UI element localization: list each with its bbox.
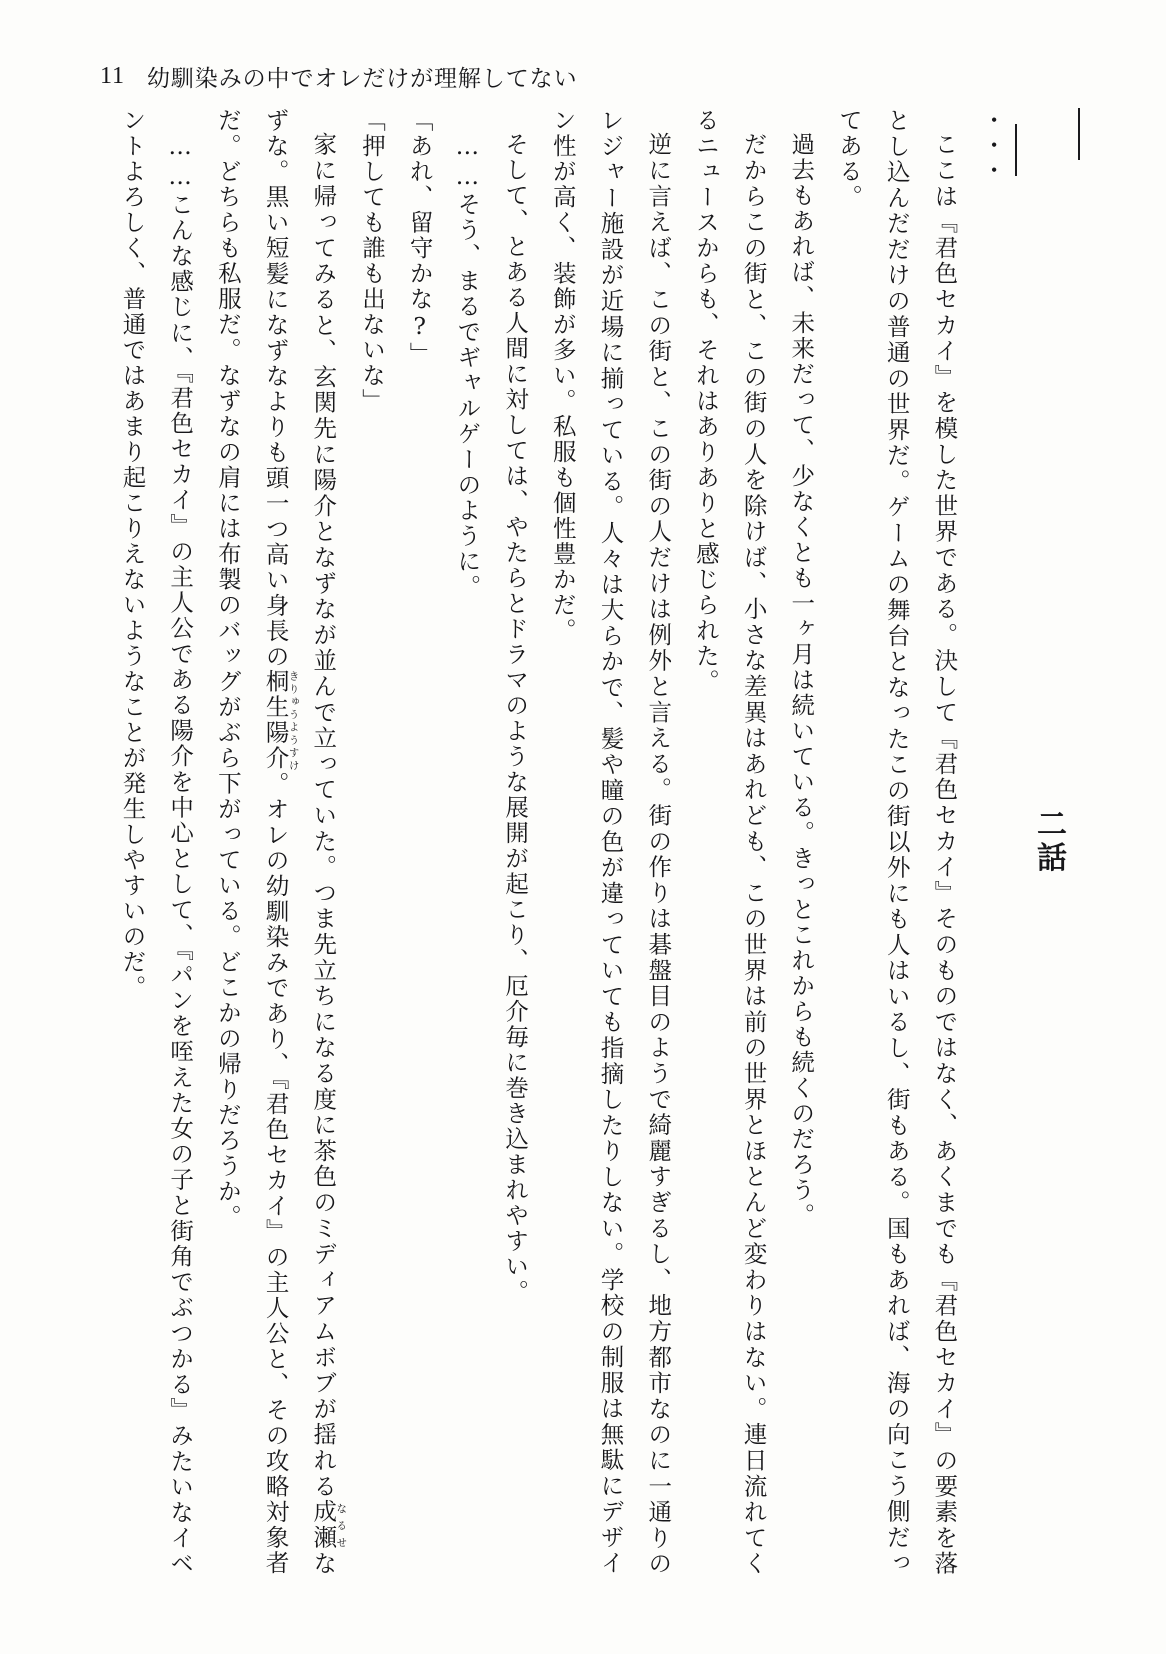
body-text-area: [86, 108, 1080, 1576]
dialogue-line: 「あれ、留守かな?」: [405, 108, 434, 368]
dialogue-line: 「押しても誰も出ないな」: [357, 108, 386, 414]
chapter-rule-bottom-icon: [1015, 124, 1017, 176]
vertical-text-column: [86, 108, 1080, 1576]
running-head-title: 幼馴染みの中でオレだけが理解してない: [146, 65, 578, 91]
chapter-rule-top-icon: [1078, 108, 1080, 160]
paragraph: だからこの街と、この街の人を除けば、小さな差異はあれども、この世界は前の世界とほとんど変わりはない。連日流れてくるニュースからも、それはありありと感じられた。: [691, 108, 768, 1576]
paragraph: そして、とある人間に対しては、やたらとドラマのような展開が起こり、厄介毎に巻き込まれやすい。: [501, 131, 530, 1305]
ruby-reading: きりゅうようすけ: [287, 669, 300, 772]
paragraph: ここは『君色セカイ』を模した世界である。決して『君色セカイ』そのものではなく、あくまでも『君色セカイ』の要素を落とし込んだだけの普通の世界だ。ゲームの舞台となったこの街以外にも人はいるし、街もある。国もあれば、海の向こう側だってある。: [835, 108, 959, 1576]
paragraph: ……そう、まるでギャルゲーのように。: [453, 131, 482, 600]
ruby-annotation: 成瀬なるせ: [309, 1498, 348, 1551]
paragraph: 家に帰ってみると、玄関先に陽介となずなが並んで立っていた。つま先立ちになる度に茶色のミディアムボブが揺れる成瀬なるせなずな。黒い短髪になずなよりも頭一つ高い身長の桐生陽介きりゅうようすけ。オレの幼馴染みであり、『君色セカイ』の主人公と、その攻略対象者だ。どちらも私服だ。なずなの肩には布製のバッグがぶら下がっている。どこかの帰りだろうか。: [213, 108, 348, 1577]
paragraph: 過去もあれば、未来だって、少なくとも一ヶ月は続いている。きっとこれからも続くのだろう。: [787, 131, 816, 1228]
running-head: [100, 56, 1066, 96]
chapter-heading: [1015, 108, 1080, 1576]
ruby-reading: なるせ: [335, 1498, 348, 1551]
ruby-annotation: 桐生陽介きりゅうようすけ: [261, 669, 300, 772]
page-number: 11: [100, 62, 125, 89]
paragraph: 逆に言えば、この街と、この街の人だけは例外と言える。街の作りは碁盤目のようで綺麗すぎるし、地方都市なのに一通りのレジャー施設が近場に揃っている。人々は大らかで、髪や瞳の色が違っていても指摘したりしない。学校の制服は無駄にデザイン性が高く、装飾が多い。私服も個性豊かだ。: [548, 108, 673, 1576]
chapter-label: 二話: [1031, 808, 1066, 876]
section-break-dots: ・・・: [978, 108, 1007, 183]
paragraph: ……こんな感じに、『君色セカイ』の主人公である陽介を中心として、『パンを咥えた女の子と街角でぶつかる』みたいなイベントよろしく、普通ではあまり起こりえないようなことが発生しやすいのだ。: [118, 108, 195, 1576]
